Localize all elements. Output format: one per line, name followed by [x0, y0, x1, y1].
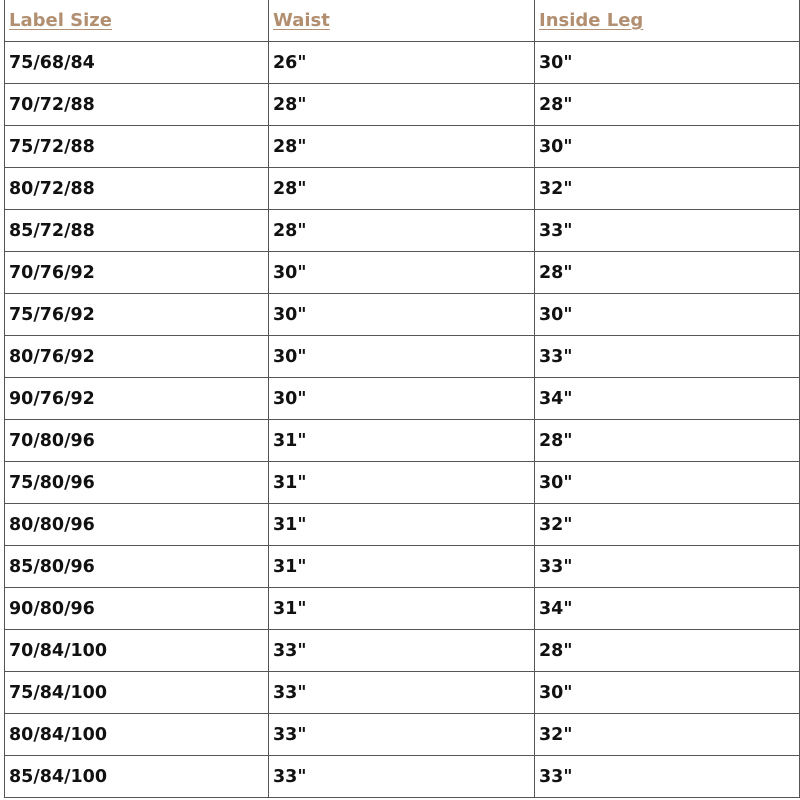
table-body — [5, 42, 800, 798]
inside-leg-cell: 30" — [535, 126, 800, 168]
label-size-cell: 90/80/96 — [5, 588, 269, 630]
label-size-cell: 70/76/92 — [5, 252, 269, 294]
inside-leg-cell: 33" — [535, 756, 800, 798]
table-row — [5, 336, 800, 378]
header-waist[interactable]: Waist — [269, 0, 535, 42]
label-size-cell: 75/68/84 — [5, 42, 269, 84]
inside-leg-cell: 30" — [535, 42, 800, 84]
label-size-cell: 80/80/96 — [5, 504, 269, 546]
inside-leg-cell: 33" — [535, 336, 800, 378]
inside-leg-cell: 32" — [535, 714, 800, 756]
inside-leg-cell: 32" — [535, 504, 800, 546]
waist-cell: 30" — [269, 294, 535, 336]
inside-leg-cell: 30" — [535, 294, 800, 336]
inside-leg-cell: 28" — [535, 630, 800, 672]
table-row — [5, 588, 800, 630]
table-row — [5, 378, 800, 420]
label-size-cell: 80/84/100 — [5, 714, 269, 756]
label-size-cell: 80/72/88 — [5, 168, 269, 210]
table-row — [5, 630, 800, 672]
label-size-cell: 70/80/96 — [5, 420, 269, 462]
table-row — [5, 504, 800, 546]
table-row — [5, 546, 800, 588]
table-row — [5, 756, 800, 798]
inside-leg-cell: 28" — [535, 84, 800, 126]
header-inside-leg[interactable]: Inside Leg — [535, 0, 800, 42]
waist-cell: 30" — [269, 252, 535, 294]
waist-cell: 28" — [269, 168, 535, 210]
table-row — [5, 420, 800, 462]
inside-leg-cell: 33" — [535, 546, 800, 588]
waist-cell: 33" — [269, 630, 535, 672]
table-row — [5, 294, 800, 336]
label-size-cell: 75/72/88 — [5, 126, 269, 168]
header-row — [5, 0, 800, 42]
waist-cell: 28" — [269, 84, 535, 126]
inside-leg-cell: 28" — [535, 252, 800, 294]
waist-cell: 33" — [269, 672, 535, 714]
waist-cell: 30" — [269, 336, 535, 378]
table-row — [5, 42, 800, 84]
table-row — [5, 714, 800, 756]
header-label-size[interactable]: Label Size — [5, 0, 269, 42]
table-row — [5, 168, 800, 210]
waist-cell: 31" — [269, 546, 535, 588]
inside-leg-cell: 30" — [535, 672, 800, 714]
table-header — [5, 0, 800, 42]
waist-cell: 31" — [269, 420, 535, 462]
waist-cell: 28" — [269, 126, 535, 168]
inside-leg-cell: 28" — [535, 420, 800, 462]
label-size-cell: 85/84/100 — [5, 756, 269, 798]
waist-cell: 31" — [269, 588, 535, 630]
inside-leg-cell: 32" — [535, 168, 800, 210]
waist-cell: 26" — [269, 42, 535, 84]
waist-cell: 28" — [269, 210, 535, 252]
table-row — [5, 252, 800, 294]
label-size-cell: 85/80/96 — [5, 546, 269, 588]
table-row — [5, 210, 800, 252]
label-size-cell: 75/76/92 — [5, 294, 269, 336]
waist-cell: 33" — [269, 714, 535, 756]
waist-cell: 33" — [269, 756, 535, 798]
waist-cell: 30" — [269, 378, 535, 420]
label-size-cell: 70/72/88 — [5, 84, 269, 126]
label-size-cell: 90/76/92 — [5, 378, 269, 420]
inside-leg-cell: 34" — [535, 378, 800, 420]
table-row — [5, 672, 800, 714]
label-size-cell: 70/84/100 — [5, 630, 269, 672]
label-size-cell: 85/72/88 — [5, 210, 269, 252]
table-row — [5, 462, 800, 504]
inside-leg-cell: 33" — [535, 210, 800, 252]
size-chart-table — [4, 0, 800, 798]
waist-cell: 31" — [269, 504, 535, 546]
table-row — [5, 126, 800, 168]
label-size-cell: 75/80/96 — [5, 462, 269, 504]
label-size-cell: 75/84/100 — [5, 672, 269, 714]
inside-leg-cell: 34" — [535, 588, 800, 630]
waist-cell: 31" — [269, 462, 535, 504]
table-row — [5, 84, 800, 126]
inside-leg-cell: 30" — [535, 462, 800, 504]
label-size-cell: 80/76/92 — [5, 336, 269, 378]
